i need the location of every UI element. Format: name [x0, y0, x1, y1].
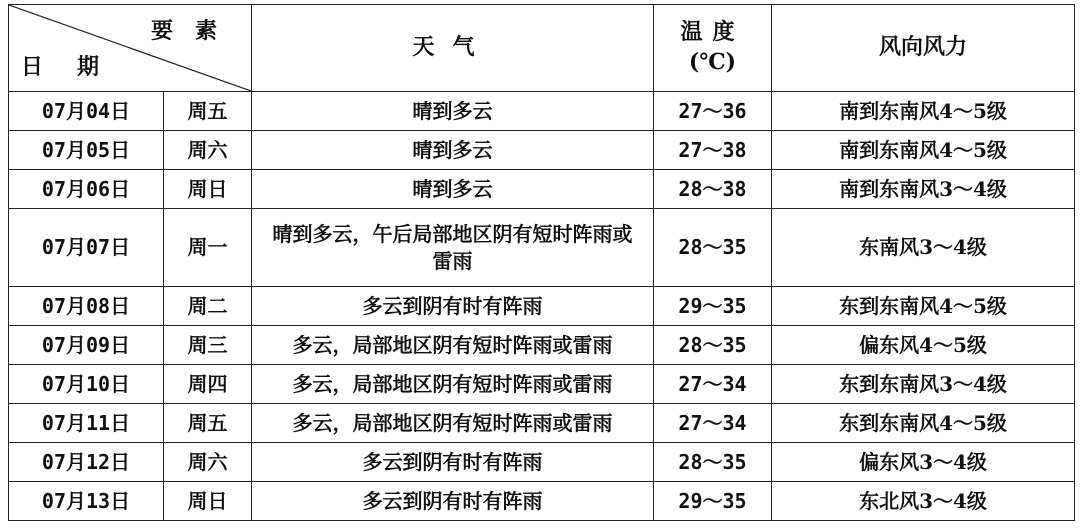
corner-label-date: 日期 — [21, 54, 134, 81]
temperature-cell: 29～35 — [654, 287, 772, 326]
weekday-cell: 周三 — [164, 326, 252, 365]
wind-cell: 南到东南风4～5级 — [772, 92, 1075, 131]
table-row — [9, 209, 1075, 287]
forecast-body — [9, 92, 1075, 521]
weather-cell: 多云，局部地区阴有短时阵雨或雷雨 — [252, 326, 654, 365]
table-row — [9, 92, 1075, 131]
temperature-cell: 27～34 — [654, 404, 772, 443]
weekday-cell: 周五 — [164, 92, 252, 131]
weather-cell: 多云，局部地区阴有短时阵雨或雷雨 — [252, 365, 654, 404]
temperature-cell: 28～35 — [654, 209, 772, 287]
corner-header-cell — [9, 5, 252, 92]
weekday-cell: 周二 — [164, 287, 252, 326]
weather-cell: 多云到阴有时有阵雨 — [252, 443, 654, 482]
temperature-cell: 28～35 — [654, 326, 772, 365]
date-cell: 07月06日 — [9, 170, 164, 209]
table-row — [9, 287, 1075, 326]
weekday-cell: 周日 — [164, 482, 252, 521]
table-row — [9, 404, 1075, 443]
wind-cell: 偏东风4～5级 — [772, 326, 1075, 365]
weekday-cell: 周一 — [164, 209, 252, 287]
temperature-cell: 28～35 — [654, 443, 772, 482]
weather-cell: 多云到阴有时有阵雨 — [252, 482, 654, 521]
weekday-cell: 周六 — [164, 443, 252, 482]
table-row — [9, 482, 1075, 521]
table-row — [9, 443, 1075, 482]
wind-cell: 南到东南风3～4级 — [772, 170, 1075, 209]
weekday-cell: 周五 — [164, 404, 252, 443]
date-cell: 07月04日 — [9, 92, 164, 131]
date-cell: 07月07日 — [9, 209, 164, 287]
temperature-cell: 29～35 — [654, 482, 772, 521]
date-cell: 07月08日 — [9, 287, 164, 326]
date-cell: 07月10日 — [9, 365, 164, 404]
temperature-header-unit: (℃) — [688, 49, 737, 75]
temperature-cell: 27～34 — [654, 365, 772, 404]
wind-cell: 南到东南风4～5级 — [772, 131, 1075, 170]
forecast-table — [8, 4, 1075, 521]
wind-cell: 东北风3～4级 — [772, 482, 1075, 521]
corner-label-elements: 要素 — [150, 18, 239, 44]
temperature-header — [654, 5, 772, 92]
weather-header: 天气 — [252, 5, 654, 92]
header-row — [9, 5, 1075, 92]
table-row — [9, 326, 1075, 365]
wind-cell: 东南风3～4级 — [772, 209, 1075, 287]
weather-cell: 多云，局部地区阴有短时阵雨或雷雨 — [252, 404, 654, 443]
table-row — [9, 170, 1075, 209]
date-cell: 07月09日 — [9, 326, 164, 365]
table-row — [9, 131, 1075, 170]
temperature-header-label: 温度 — [680, 19, 745, 46]
wind-cell: 东到东南风4～5级 — [772, 287, 1075, 326]
date-cell: 07月11日 — [9, 404, 164, 443]
temperature-cell: 27～38 — [654, 131, 772, 170]
temperature-cell: 27～36 — [654, 92, 772, 131]
wind-cell: 偏东风3～4级 — [772, 443, 1075, 482]
weekday-cell: 周六 — [164, 131, 252, 170]
weather-cell: 晴到多云 — [252, 131, 654, 170]
weather-cell: 晴到多云，午后局部地区阴有短时阵雨或雷雨 — [252, 209, 654, 287]
weather-cell: 多云到阴有时有阵雨 — [252, 287, 654, 326]
wind-cell: 东到东南风4～5级 — [772, 404, 1075, 443]
date-cell: 07月12日 — [9, 443, 164, 482]
weekday-cell: 周日 — [164, 170, 252, 209]
weather-cell: 晴到多云 — [252, 92, 654, 131]
table-row — [9, 365, 1075, 404]
date-cell: 07月13日 — [9, 482, 164, 521]
wind-header: 风向风力 — [772, 5, 1075, 92]
temperature-cell: 28～38 — [654, 170, 772, 209]
weekday-cell: 周四 — [164, 365, 252, 404]
weather-cell: 晴到多云 — [252, 170, 654, 209]
wind-cell: 东到东南风3～4级 — [772, 365, 1075, 404]
date-cell: 07月05日 — [9, 131, 164, 170]
